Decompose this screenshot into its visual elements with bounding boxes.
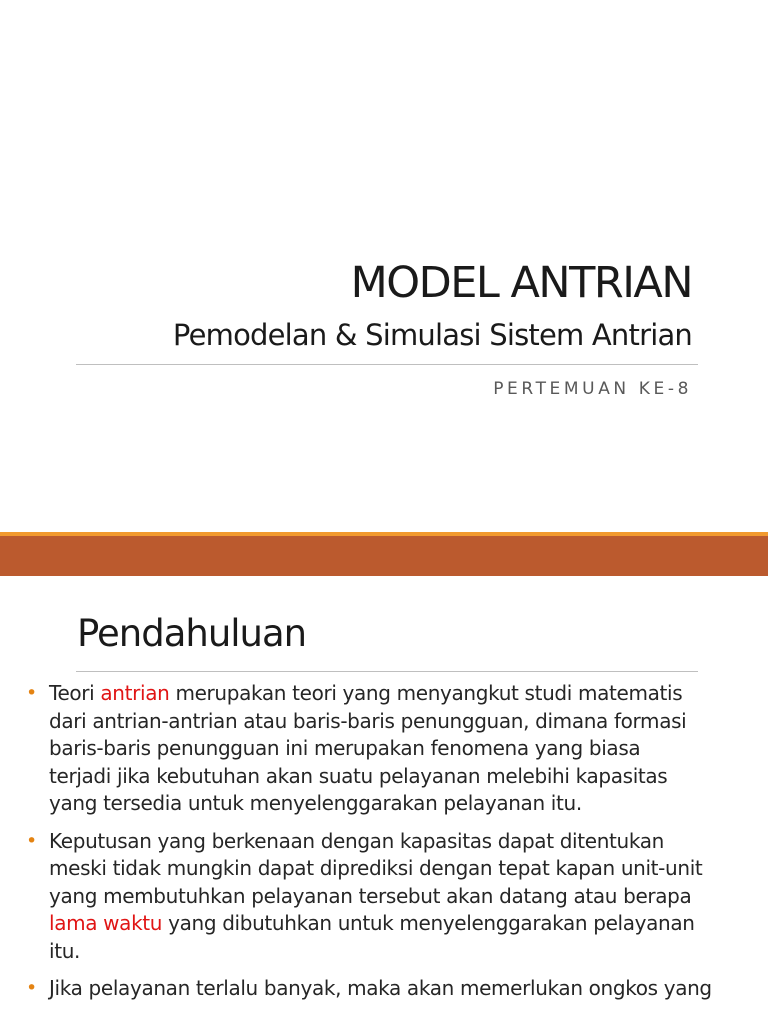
content-slide [0,576,768,1024]
heading-divider [76,671,698,672]
bullet-list [26,680,766,1013]
slide-title: MODEL ANTRIAN [350,258,692,308]
meeting-label: PERTEMUAN KE-8 [493,379,692,399]
highlighted-term: lama waktu [49,911,163,935]
bullet-text: Keputusan yang berkenaan dengan kapasitas dapat ditentukan meski tidak mungkin dapat diprediksi dengan tepat kapan unit-unit yang membutuhkan pelayanan tersebut akan datang atau berapa [49,828,703,908]
bullet-text: Teori [49,681,101,705]
title-divider [76,364,698,365]
slide-separator-band [0,536,768,576]
bullet-text: Jika pelayanan terlalu banyak, maka akan memerlukan ongkos yang [49,976,712,1000]
slide-subtitle: Pemodelan & Simulasi Sistem Antrian [172,318,692,352]
bullet-dot-icon: • [26,682,37,704]
bullet-item [26,828,766,966]
highlighted-term: antrian [100,681,170,705]
bullet-text: yang dibutuhkan untuk menyelenggarakan pelayanan itu. [49,911,695,963]
bullet-item [26,975,766,1003]
content-heading: Pendahuluan [77,612,307,655]
bullet-dot-icon: • [26,977,37,999]
bullet-item [26,680,766,818]
bullet-dot-icon: • [26,829,37,852]
bullet-text: merupakan teori yang menyangkut studi matematis dari antrian-antrian atau baris-baris penungguan, dimana formasi baris-baris penungguan ini merupakan fenomena yang biasa terjadi jika kebutuhan akan suatu pelayanan melebihi kapasitas yang tersedia untuk menyelenggarakan pelayanan itu. [49,681,687,815]
